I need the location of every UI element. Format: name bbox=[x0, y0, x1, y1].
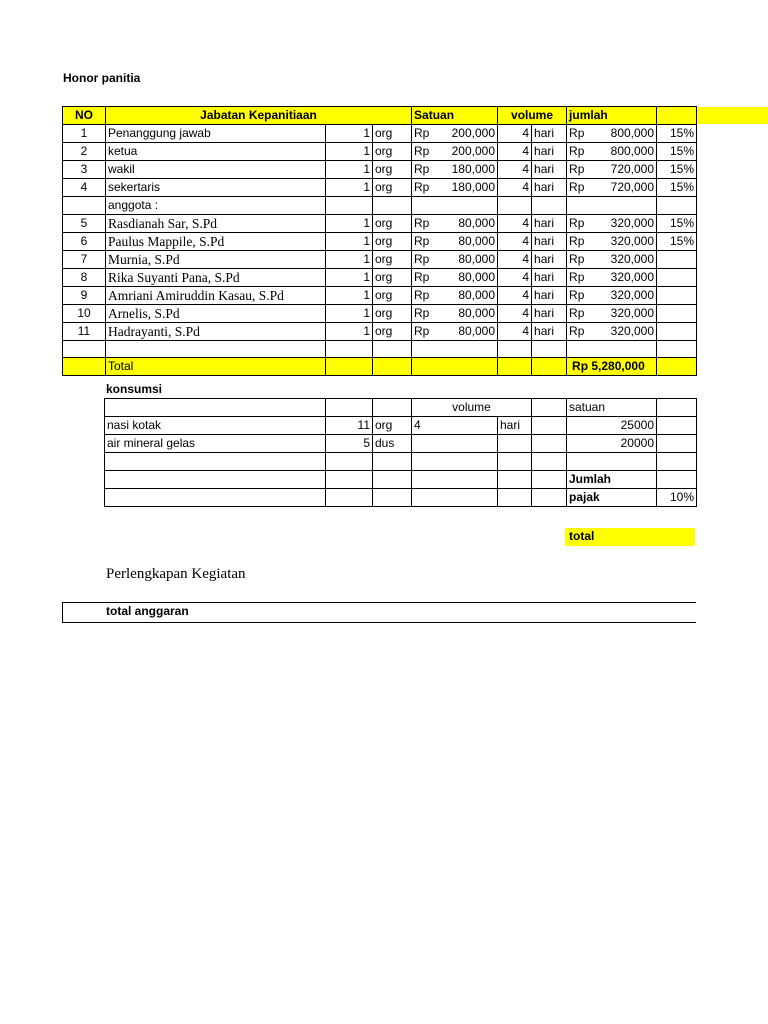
row-volume-unit: hari bbox=[532, 161, 567, 179]
row-jumlah-currency: Rp bbox=[569, 252, 585, 266]
konsumsi-volume-unit bbox=[498, 435, 532, 453]
row-jumlah-currency: Rp bbox=[569, 126, 585, 140]
row-name: Arnelis, S.Pd bbox=[106, 305, 326, 323]
row-name: Murnia, S.Pd bbox=[106, 251, 326, 269]
row-percent: 15% bbox=[657, 179, 697, 197]
row-volume-unit bbox=[532, 197, 567, 215]
honor-row bbox=[63, 305, 697, 323]
row-volume-unit: hari bbox=[532, 305, 567, 323]
row-percent: 15% bbox=[657, 143, 697, 161]
row-price-cell bbox=[412, 251, 498, 269]
konsumsi-header-volume: volume bbox=[412, 399, 532, 417]
konsumsi-item-name: nasi kotak bbox=[105, 417, 326, 435]
row-price-currency: Rp bbox=[414, 252, 430, 266]
row-volume: 4 bbox=[498, 269, 532, 287]
row-volume-unit: hari bbox=[532, 179, 567, 197]
row-no: 10 bbox=[63, 305, 106, 323]
row-price-currency: Rp bbox=[414, 234, 430, 248]
konsumsi-jumlah-label: Jumlah bbox=[567, 471, 657, 489]
row-jumlah: 320,000 bbox=[610, 306, 655, 320]
konsumsi-row bbox=[105, 417, 697, 435]
row-price-cell bbox=[412, 161, 498, 179]
honor-row bbox=[63, 269, 697, 287]
row-percent bbox=[657, 251, 697, 269]
honor-total-row bbox=[63, 358, 697, 376]
row-price-cell bbox=[412, 197, 498, 215]
row-unit bbox=[373, 197, 412, 215]
header-satuan: Satuan bbox=[412, 107, 498, 125]
row-jumlah-cell bbox=[567, 179, 657, 197]
row-price-currency: Rp bbox=[414, 216, 430, 230]
row-price: 80,000 bbox=[458, 324, 496, 338]
row-jumlah: 320,000 bbox=[610, 216, 655, 230]
header-jabatan: Jabatan Kepanitiaan bbox=[106, 107, 412, 125]
konsumsi-jumlah-row bbox=[105, 471, 697, 489]
row-unit: org bbox=[373, 143, 412, 161]
row-jumlah-currency: Rp bbox=[569, 270, 585, 284]
konsumsi-table bbox=[104, 398, 697, 507]
row-jumlah-cell bbox=[567, 125, 657, 143]
row-jumlah-cell bbox=[567, 269, 657, 287]
row-qty: 1 bbox=[326, 143, 373, 161]
row-volume-unit: hari bbox=[532, 143, 567, 161]
konsumsi-volume: 4 bbox=[412, 417, 498, 435]
row-jumlah: 800,000 bbox=[610, 144, 655, 158]
row-volume-unit: hari bbox=[532, 323, 567, 341]
honor-row bbox=[63, 143, 697, 161]
row-percent bbox=[657, 305, 697, 323]
row-qty: 1 bbox=[326, 215, 373, 233]
row-volume: 4 bbox=[498, 305, 532, 323]
row-no: 5 bbox=[63, 215, 106, 233]
konsumsi-volume-unit: hari bbox=[498, 417, 532, 435]
row-price-cell bbox=[412, 305, 498, 323]
header-empty bbox=[657, 107, 697, 125]
row-no: 4 bbox=[63, 179, 106, 197]
honor-row bbox=[63, 197, 697, 215]
row-price-currency: Rp bbox=[414, 324, 430, 338]
row-qty: 1 bbox=[326, 323, 373, 341]
konsumsi-volume bbox=[412, 435, 498, 453]
row-percent bbox=[657, 269, 697, 287]
row-volume-unit: hari bbox=[532, 269, 567, 287]
row-jumlah-cell bbox=[567, 323, 657, 341]
row-jumlah: 320,000 bbox=[610, 234, 655, 248]
row-name: wakil bbox=[106, 161, 326, 179]
row-price: 200,000 bbox=[451, 144, 496, 158]
row-price: 80,000 bbox=[458, 270, 496, 284]
row-price: 80,000 bbox=[458, 216, 496, 230]
row-name: anggota : bbox=[106, 197, 326, 215]
row-volume-unit: hari bbox=[532, 125, 567, 143]
row-percent: 15% bbox=[657, 125, 697, 143]
row-jumlah: 720,000 bbox=[610, 162, 655, 176]
total-anggaran-row bbox=[62, 602, 696, 623]
row-no: 3 bbox=[63, 161, 106, 179]
row-volume: 4 bbox=[498, 233, 532, 251]
row-no: 6 bbox=[63, 233, 106, 251]
row-qty: 1 bbox=[326, 179, 373, 197]
row-volume: 4 bbox=[498, 179, 532, 197]
konsumsi-row bbox=[105, 435, 697, 453]
row-price-cell bbox=[412, 287, 498, 305]
konsumsi-price: 25000 bbox=[567, 417, 657, 435]
row-jumlah-currency: Rp bbox=[569, 234, 585, 248]
row-volume-unit: hari bbox=[532, 233, 567, 251]
row-unit: org bbox=[373, 323, 412, 341]
row-no: 7 bbox=[63, 251, 106, 269]
row-jumlah-cell bbox=[567, 287, 657, 305]
honor-row bbox=[63, 323, 697, 341]
row-qty: 1 bbox=[326, 233, 373, 251]
honor-row bbox=[63, 287, 697, 305]
row-volume-unit: hari bbox=[532, 287, 567, 305]
row-price: 200,000 bbox=[451, 126, 496, 140]
row-price: 180,000 bbox=[451, 162, 496, 176]
konsumsi-unit: org bbox=[373, 417, 412, 435]
row-name: sekertaris bbox=[106, 179, 326, 197]
header-jumlah: jumlah bbox=[567, 107, 657, 125]
konsumsi-total-label: total bbox=[569, 529, 595, 543]
row-jumlah-currency: Rp bbox=[569, 306, 585, 320]
honor-table bbox=[62, 106, 697, 376]
row-jumlah-cell bbox=[567, 215, 657, 233]
row-qty: 1 bbox=[326, 269, 373, 287]
row-jumlah-cell bbox=[567, 197, 657, 215]
row-percent: 15% bbox=[657, 161, 697, 179]
honor-title: Honor panitia bbox=[63, 71, 141, 85]
row-price-currency: Rp bbox=[414, 288, 430, 302]
row-percent bbox=[657, 197, 697, 215]
header-no: NO bbox=[63, 107, 106, 125]
row-price-currency: Rp bbox=[414, 162, 430, 176]
row-qty: 1 bbox=[326, 305, 373, 323]
row-jumlah-currency: Rp bbox=[569, 324, 585, 338]
row-volume-unit: hari bbox=[532, 215, 567, 233]
row-price-cell bbox=[412, 269, 498, 287]
konsumsi-unit: dus bbox=[373, 435, 412, 453]
konsumsi-empty-row bbox=[105, 453, 697, 471]
row-name: Hadrayanti, S.Pd bbox=[106, 323, 326, 341]
row-volume: 4 bbox=[498, 287, 532, 305]
row-price-cell bbox=[412, 143, 498, 161]
row-jumlah-currency: Rp bbox=[569, 144, 585, 158]
row-price: 80,000 bbox=[458, 306, 496, 320]
row-unit: org bbox=[373, 233, 412, 251]
row-jumlah: 800,000 bbox=[610, 126, 655, 140]
header-highlight-strip bbox=[695, 107, 768, 124]
konsumsi-item-name: air mineral gelas bbox=[105, 435, 326, 453]
row-no: 9 bbox=[63, 287, 106, 305]
row-price-cell bbox=[412, 179, 498, 197]
row-price-cell bbox=[412, 323, 498, 341]
row-price-currency: Rp bbox=[414, 126, 430, 140]
row-volume: 4 bbox=[498, 215, 532, 233]
row-no: 2 bbox=[63, 143, 106, 161]
row-unit: org bbox=[373, 287, 412, 305]
row-jumlah-cell bbox=[567, 233, 657, 251]
row-price-currency: Rp bbox=[414, 270, 430, 284]
konsumsi-header-row bbox=[105, 399, 697, 417]
row-unit: org bbox=[373, 215, 412, 233]
row-name: Rika Suyanti Pana, S.Pd bbox=[106, 269, 326, 287]
row-volume-unit: hari bbox=[532, 251, 567, 269]
konsumsi-title: konsumsi bbox=[106, 382, 163, 396]
row-jumlah: 320,000 bbox=[610, 324, 655, 338]
perlengkapan-title: Perlengkapan Kegiatan bbox=[106, 566, 246, 582]
row-unit: org bbox=[373, 251, 412, 269]
row-qty: 1 bbox=[326, 251, 373, 269]
row-unit: org bbox=[373, 179, 412, 197]
konsumsi-price: 20000 bbox=[567, 435, 657, 453]
row-qty: 1 bbox=[326, 161, 373, 179]
row-price: 80,000 bbox=[458, 288, 496, 302]
row-percent: 15% bbox=[657, 215, 697, 233]
row-jumlah: 320,000 bbox=[610, 270, 655, 284]
row-jumlah: 320,000 bbox=[610, 288, 655, 302]
honor-empty-row bbox=[63, 341, 697, 358]
konsumsi-qty: 11 bbox=[326, 417, 373, 435]
konsumsi-pajak-row bbox=[105, 489, 697, 507]
konsumsi-header-satuan: satuan bbox=[567, 399, 657, 417]
row-jumlah-currency: Rp bbox=[569, 216, 585, 230]
konsumsi-qty: 5 bbox=[326, 435, 373, 453]
row-percent bbox=[657, 287, 697, 305]
row-percent bbox=[657, 323, 697, 341]
row-qty: 1 bbox=[326, 287, 373, 305]
row-name: Penanggung jawab bbox=[106, 125, 326, 143]
honor-total-value: Rp 5,280,000 bbox=[567, 358, 657, 376]
row-no: 8 bbox=[63, 269, 106, 287]
row-unit: org bbox=[373, 161, 412, 179]
row-price-currency: Rp bbox=[414, 180, 430, 194]
row-price-cell bbox=[412, 215, 498, 233]
row-unit: org bbox=[373, 125, 412, 143]
row-price-cell bbox=[412, 233, 498, 251]
honor-row bbox=[63, 161, 697, 179]
row-price-currency: Rp bbox=[414, 306, 430, 320]
row-volume: 4 bbox=[498, 125, 532, 143]
honor-row bbox=[63, 179, 697, 197]
row-jumlah-cell bbox=[567, 161, 657, 179]
honor-row bbox=[63, 233, 697, 251]
row-volume: 4 bbox=[498, 323, 532, 341]
row-price: 80,000 bbox=[458, 252, 496, 266]
row-jumlah: 720,000 bbox=[610, 180, 655, 194]
total-anggaran-label: total anggaran bbox=[106, 604, 189, 618]
row-jumlah-currency: Rp bbox=[569, 288, 585, 302]
row-qty: 1 bbox=[326, 125, 373, 143]
row-price: 180,000 bbox=[451, 180, 496, 194]
row-qty bbox=[326, 197, 373, 215]
row-volume: 4 bbox=[498, 251, 532, 269]
row-percent: 15% bbox=[657, 233, 697, 251]
row-unit: org bbox=[373, 305, 412, 323]
header-volume: volume bbox=[498, 107, 567, 125]
row-jumlah-currency: Rp bbox=[569, 162, 585, 176]
honor-row bbox=[63, 251, 697, 269]
row-price: 80,000 bbox=[458, 234, 496, 248]
konsumsi-pajak-label: pajak bbox=[567, 489, 657, 507]
row-jumlah-currency: Rp bbox=[569, 180, 585, 194]
row-jumlah-cell bbox=[567, 251, 657, 269]
row-name: Rasdianah Sar, S.Pd bbox=[106, 215, 326, 233]
row-price-currency: Rp bbox=[414, 144, 430, 158]
row-jumlah: 320,000 bbox=[610, 252, 655, 266]
honor-row bbox=[63, 215, 697, 233]
row-volume: 4 bbox=[498, 143, 532, 161]
konsumsi-pajak-value: 10% bbox=[657, 489, 697, 507]
honor-header-row bbox=[63, 107, 697, 125]
row-volume bbox=[498, 197, 532, 215]
row-no bbox=[63, 197, 106, 215]
row-unit: org bbox=[373, 269, 412, 287]
row-jumlah-cell bbox=[567, 143, 657, 161]
row-jumlah-cell bbox=[567, 305, 657, 323]
row-name: Paulus Mappile, S.Pd bbox=[106, 233, 326, 251]
honor-row bbox=[63, 125, 697, 143]
row-name: Amriani Amiruddin Kasau, S.Pd bbox=[106, 287, 326, 305]
row-price-cell bbox=[412, 125, 498, 143]
row-no: 11 bbox=[63, 323, 106, 341]
row-no: 1 bbox=[63, 125, 106, 143]
row-name: ketua bbox=[106, 143, 326, 161]
row-volume: 4 bbox=[498, 161, 532, 179]
honor-total-label: Total bbox=[106, 358, 326, 376]
